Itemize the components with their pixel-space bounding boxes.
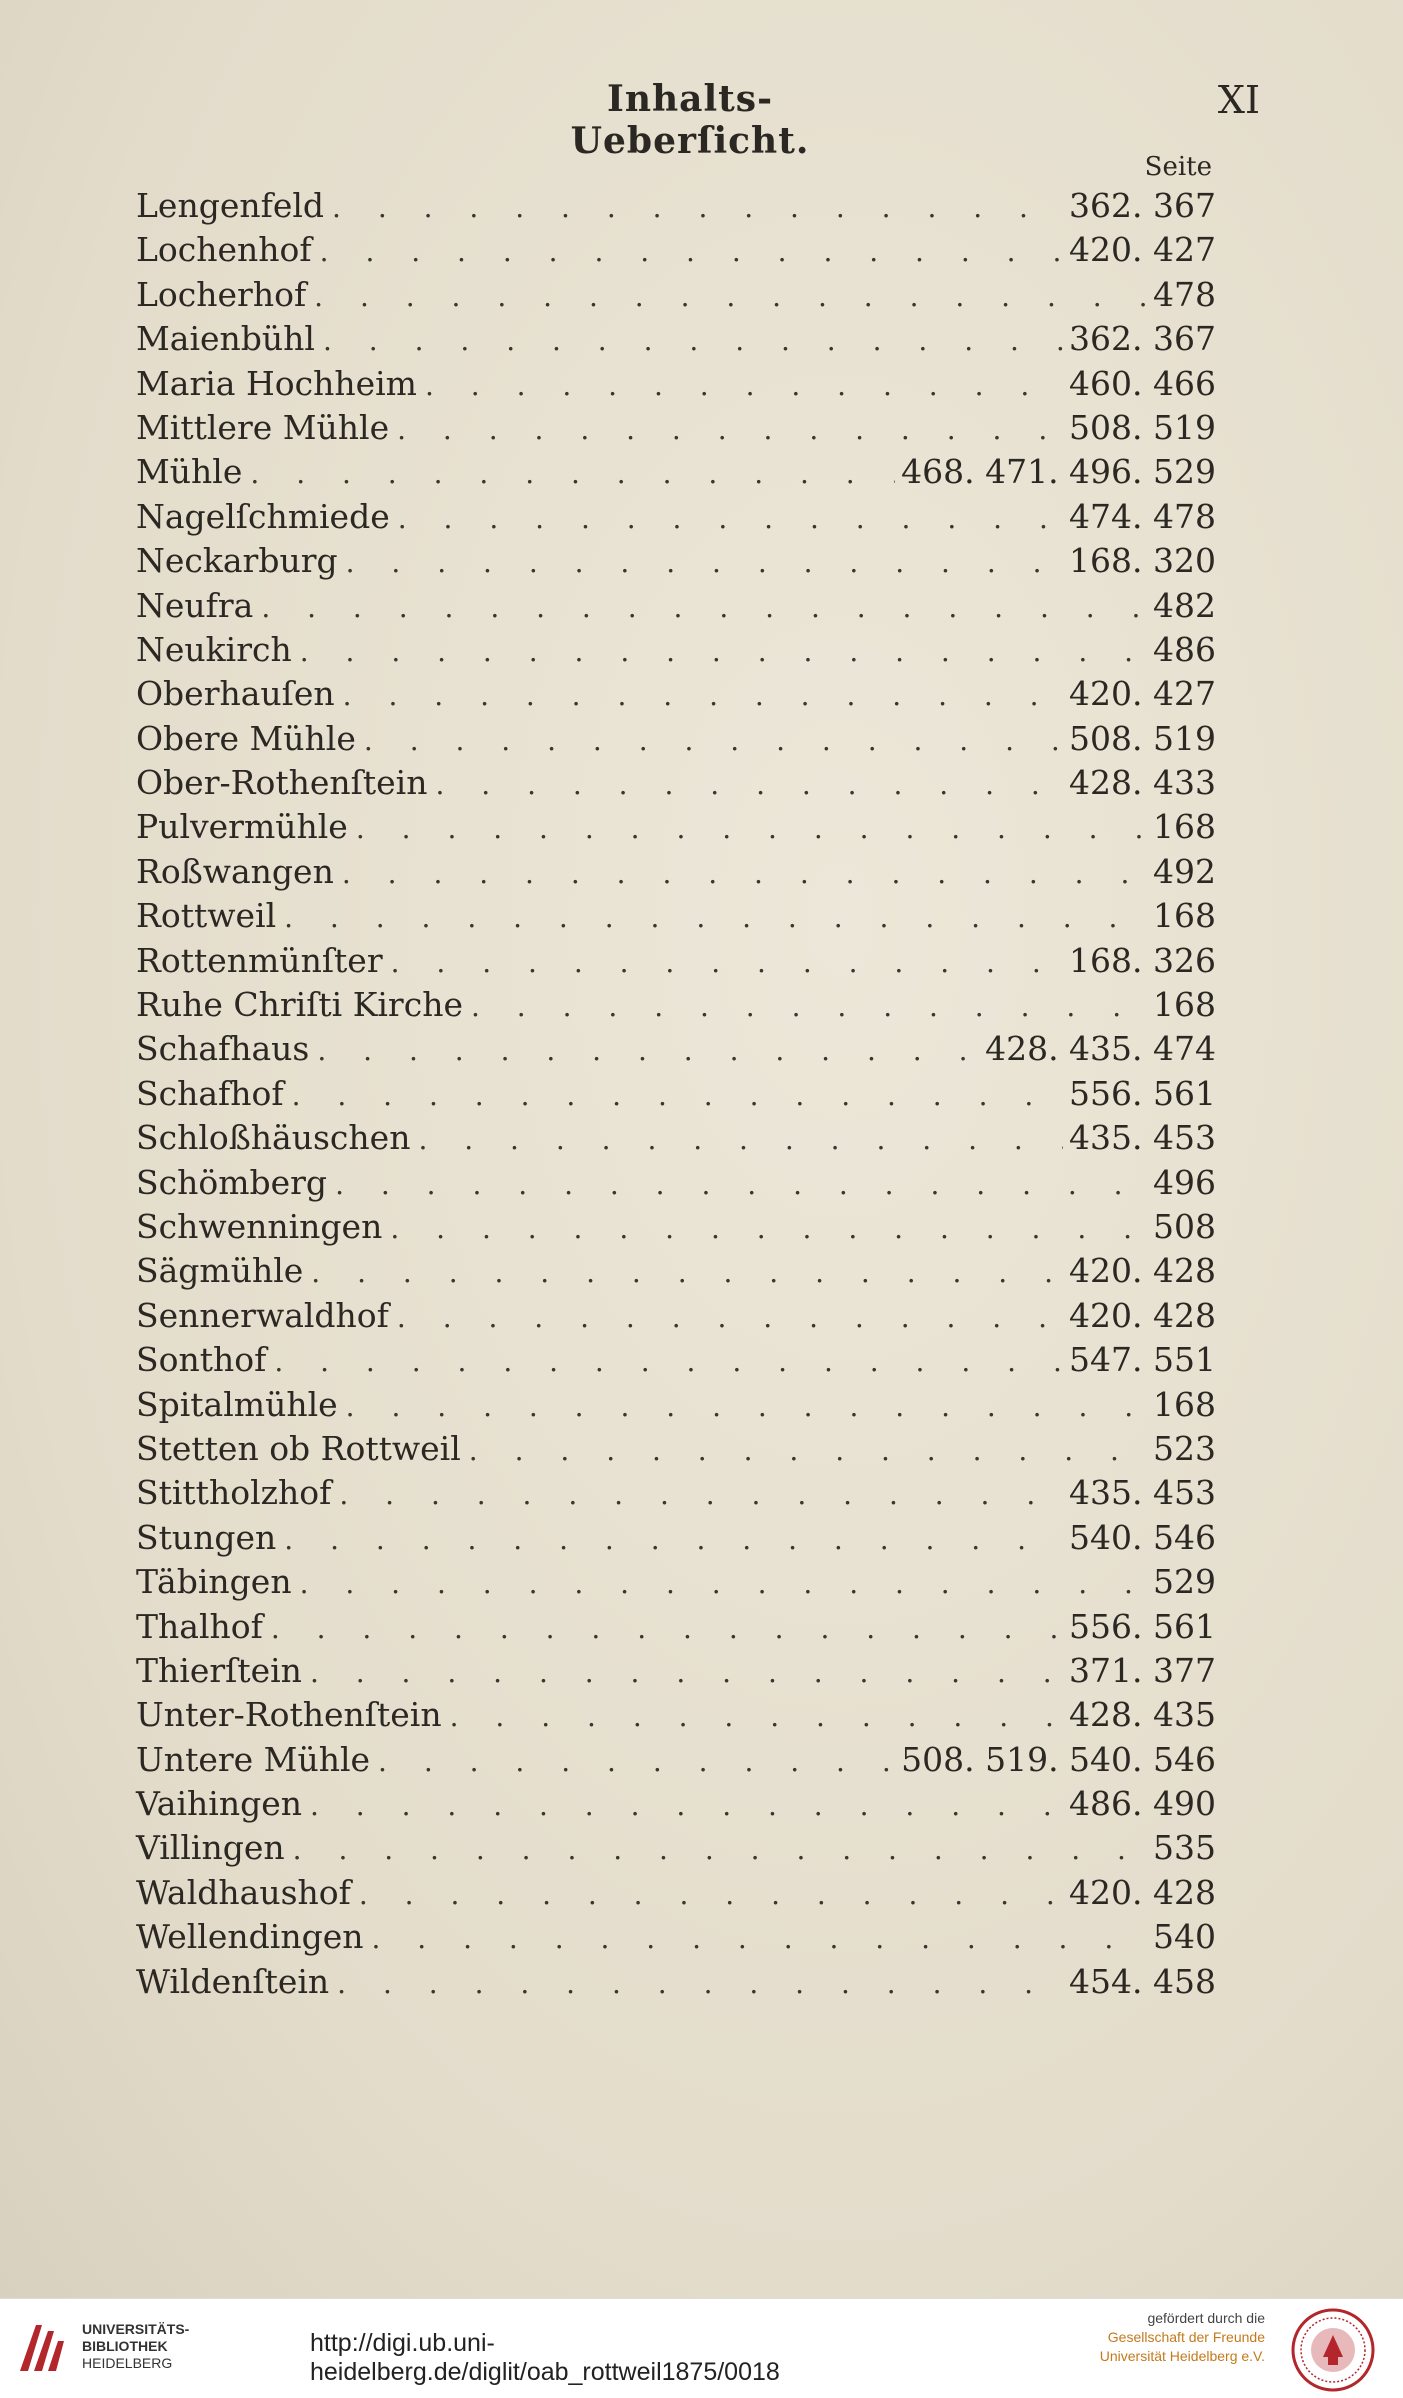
toc-entry-name: Ruhe Chriſti Kirche (136, 985, 463, 1025)
toc-entry-name: Obere Mühle (136, 718, 356, 758)
toc-entry (136, 1296, 1216, 1340)
toc-entry-pages: 168 (1153, 985, 1216, 1025)
dot-leader (292, 1079, 1063, 1112)
toc-entry (136, 896, 1216, 940)
dot-leader (391, 946, 1063, 979)
toc-entry-pages: 556. 561 (1069, 1606, 1216, 1646)
toc-entry-pages: 428. 433 (1069, 763, 1216, 803)
toc-entry (136, 541, 1216, 585)
toc-entry (136, 1828, 1216, 1872)
dot-leader (314, 280, 1147, 313)
toc-entry-pages: 420. 427 (1069, 230, 1216, 270)
toc-entry (136, 1029, 1216, 1073)
dot-leader (300, 635, 1147, 668)
dot-leader (356, 812, 1147, 845)
footer-bar (0, 2298, 1403, 2398)
dot-leader (284, 901, 1147, 934)
dot-leader (359, 1878, 1063, 1911)
toc-entry-pages: 454. 458 (1069, 1961, 1216, 2001)
dot-leader (346, 546, 1063, 579)
dot-leader (323, 324, 1063, 357)
toc-entry-pages: 168. 326 (1069, 940, 1216, 980)
toc-entry (136, 941, 1216, 985)
toc-entry-name: Neufra (136, 585, 254, 625)
toc-entry-pages: 168 (1153, 807, 1216, 847)
toc-entry-pages: 529 (1153, 1562, 1216, 1602)
toc-entry-pages: 492 (1153, 851, 1216, 891)
toc-entry (136, 1607, 1216, 1651)
column-label: Seite (1144, 152, 1212, 182)
toc-entry-pages: 428. 435 (1069, 1695, 1216, 1735)
toc-entry-name: Lengenfeld (136, 186, 325, 225)
dot-leader (450, 1700, 1063, 1733)
toc-entry-name: Lochenhof (136, 230, 312, 270)
toc-entry (136, 586, 1216, 630)
toc-entry-pages: 371. 377 (1069, 1650, 1216, 1690)
toc-entry (136, 852, 1216, 896)
toc-entry-pages: 362. 367 (1069, 186, 1216, 225)
page-title: Inhalts-Ueberſicht. (570, 78, 810, 162)
dot-leader (310, 1789, 1063, 1822)
dot-leader (335, 1168, 1147, 1201)
toc-entry-name: Täbingen (136, 1562, 292, 1602)
toc-entry (136, 630, 1216, 674)
toc-entry-name: Schafhaus (136, 1029, 310, 1069)
dot-leader (435, 768, 1063, 801)
society-name-line: Universität Heidelberg e.V. (1099, 2348, 1265, 2364)
toc-entry (136, 1207, 1216, 1251)
toc-entry-name: Thalhof (136, 1606, 263, 1646)
dot-leader (346, 1390, 1147, 1423)
toc-entry (136, 1962, 1216, 2006)
toc-entry-pages: 420. 428 (1069, 1872, 1216, 1912)
toc-list (136, 186, 1216, 2006)
university-library-logo-icon (14, 2317, 74, 2377)
dot-leader (310, 1656, 1063, 1689)
toc-entry-pages: 168. 320 (1069, 541, 1216, 581)
dot-leader (293, 1833, 1147, 1866)
society-name-line: Gesellschaft der Freunde (1107, 2329, 1265, 2345)
toc-entry (136, 1651, 1216, 1695)
toc-entry (136, 1562, 1216, 1606)
toc-entry-name: Roßwangen (136, 851, 334, 891)
dot-leader (271, 1612, 1063, 1645)
toc-entry-pages: 420. 428 (1069, 1251, 1216, 1291)
dot-leader (261, 591, 1147, 624)
dot-leader (418, 1123, 1063, 1156)
dot-leader (390, 1212, 1147, 1245)
toc-entry-name: Stungen (136, 1517, 277, 1557)
library-name-line: UNIVERSITÄTS- (82, 2321, 190, 2337)
toc-entry (136, 1429, 1216, 1473)
toc-entry-name: Sägmühle (136, 1251, 304, 1291)
dot-leader (364, 724, 1063, 757)
toc-entry (136, 408, 1216, 452)
dot-leader (274, 1345, 1063, 1378)
toc-entry (136, 1118, 1216, 1162)
library-name-line: BIBLIOTHEK (82, 2338, 168, 2354)
toc-entry-pages: 486 (1153, 629, 1216, 669)
toc-entry (136, 674, 1216, 718)
funded-by-label: gefördert durch die (1147, 2310, 1265, 2326)
dot-leader (397, 1301, 1063, 1334)
toc-entry-pages: 482 (1153, 585, 1216, 625)
toc-entry-pages: 474. 478 (1069, 496, 1216, 536)
toc-entry (136, 1385, 1216, 1429)
toc-entry-name: Nagelſchmiede (136, 496, 390, 536)
toc-entry-pages: 540 (1153, 1917, 1216, 1957)
toc-entry-pages: 508. 519. 540. 546 (901, 1739, 1216, 1779)
toc-entry-pages: 556. 561 (1069, 1073, 1216, 1113)
dot-leader (342, 857, 1147, 890)
dot-leader (337, 1967, 1063, 2000)
dot-leader (300, 1567, 1147, 1600)
toc-entry-name: Maienbühl (136, 319, 315, 359)
toc-entry (136, 1473, 1216, 1517)
dot-leader (311, 1256, 1063, 1289)
toc-entry (136, 1873, 1216, 1917)
dot-leader (317, 1034, 979, 1067)
dot-leader (250, 457, 895, 490)
source-url-link[interactable]: http://digi.ub.uni-heidelberg.de/diglit/oab_rottweil1875/0018 (310, 2329, 780, 2386)
toc-entry-name: Wildenſtein (136, 1961, 330, 2001)
dot-leader (339, 1478, 1063, 1511)
toc-entry (136, 1340, 1216, 1384)
toc-entry (136, 1163, 1216, 1207)
toc-entry-name: Schafhof (136, 1073, 284, 1113)
dot-leader (378, 1745, 895, 1778)
dot-leader (397, 413, 1063, 446)
toc-entry-name: Neckarburg (136, 541, 338, 581)
toc-entry-name: Sennerwaldhof (136, 1295, 389, 1335)
toc-entry-name: Villingen (136, 1828, 285, 1868)
toc-entry-name: Schloßhäuschen (136, 1118, 411, 1158)
toc-entry-name: Rottweil (136, 896, 277, 936)
dot-leader (398, 502, 1063, 535)
toc-entry (136, 1518, 1216, 1562)
dot-leader (332, 191, 1063, 224)
toc-entry-name: Oberhauſen (136, 674, 335, 714)
toc-entry (136, 763, 1216, 807)
toc-entry-pages: 168 (1153, 896, 1216, 936)
toc-entry-name: Thierſtein (136, 1650, 302, 1690)
dot-leader (343, 679, 1063, 712)
page-number: XI (1217, 78, 1260, 122)
toc-entry (136, 275, 1216, 319)
toc-entry-name: Stittholzhof (136, 1473, 332, 1513)
toc-entry (136, 452, 1216, 496)
toc-entry (136, 497, 1216, 541)
dot-leader (372, 1922, 1148, 1955)
toc-entry-name: Vaihingen (136, 1784, 302, 1824)
dot-leader (320, 235, 1063, 268)
dot-leader (284, 1523, 1063, 1556)
toc-entry (136, 364, 1216, 408)
toc-entry-pages: 435. 453 (1069, 1473, 1216, 1513)
toc-entry (136, 1695, 1216, 1739)
toc-entry-name: Untere Mühle (136, 1739, 371, 1779)
toc-entry (136, 1251, 1216, 1295)
toc-entry (136, 1074, 1216, 1118)
toc-entry (136, 719, 1216, 763)
toc-entry-pages: 547. 551 (1069, 1340, 1216, 1380)
toc-entry (136, 319, 1216, 363)
toc-entry-pages: 535 (1153, 1828, 1216, 1868)
library-name (82, 2321, 189, 2372)
toc-entry-name: Locherhof (136, 274, 307, 314)
toc-entry-pages: 508. 519 (1069, 718, 1216, 758)
toc-entry-name: Schwenningen (136, 1206, 383, 1246)
toc-entry-pages: 362. 367 (1069, 319, 1216, 359)
toc-entry-name: Waldhaushof (136, 1872, 351, 1912)
toc-entry-pages: 460. 466 (1069, 363, 1216, 403)
toc-entry-pages: 508. 519 (1069, 407, 1216, 447)
toc-entry (136, 1784, 1216, 1828)
toc-entry-name: Unter-Rothenſtein (136, 1695, 442, 1735)
university-seal-icon (1290, 2307, 1376, 2393)
toc-entry (136, 985, 1216, 1029)
toc-entry-name: Pulvermühle (136, 807, 348, 847)
toc-entry-pages: 435. 453 (1069, 1118, 1216, 1158)
toc-entry-name: Stetten ob Rottweil (136, 1428, 461, 1468)
toc-entry-pages: 508 (1153, 1206, 1216, 1246)
toc-entry-pages: 168 (1153, 1384, 1216, 1424)
sponsor-text (1030, 2309, 1265, 2366)
toc-entry-pages: 496 (1153, 1162, 1216, 1202)
toc-entry-name: Mühle (136, 452, 243, 492)
toc-entry-pages: 486. 490 (1069, 1784, 1216, 1824)
toc-entry-pages: 468. 471. 496. 529 (901, 452, 1216, 492)
toc-entry (136, 230, 1216, 274)
toc-entry-pages: 523 (1153, 1428, 1216, 1468)
toc-entry-name: Spitalmühle (136, 1384, 338, 1424)
toc-entry (136, 807, 1216, 851)
page-header (0, 78, 1403, 162)
toc-entry-name: Ober-Rothenſtein (136, 763, 428, 803)
toc-entry-name: Schömberg (136, 1162, 328, 1202)
dot-leader (425, 369, 1063, 402)
library-name-line: HEIDELBERG (82, 2355, 173, 2371)
toc-entry-pages: 540. 546 (1069, 1517, 1216, 1557)
toc-entry-name: Rottenmünſter (136, 940, 383, 980)
toc-entry (136, 186, 1216, 230)
toc-entry-pages: 420. 427 (1069, 674, 1216, 714)
toc-entry (136, 1917, 1216, 1961)
dot-leader (471, 990, 1147, 1023)
toc-entry-name: Wellendingen (136, 1917, 364, 1957)
toc-entry-pages: 420. 428 (1069, 1295, 1216, 1335)
toc-entry-name: Sonthof (136, 1340, 267, 1380)
toc-entry-pages: 428. 435. 474 (985, 1029, 1216, 1069)
toc-entry-name: Neukirch (136, 629, 292, 669)
toc-entry-name: Mittlere Mühle (136, 407, 390, 447)
dot-leader (469, 1434, 1147, 1467)
toc-entry (136, 1740, 1216, 1784)
toc-entry-name: Maria Hochheim (136, 363, 417, 403)
toc-entry-pages: 478 (1153, 274, 1216, 314)
